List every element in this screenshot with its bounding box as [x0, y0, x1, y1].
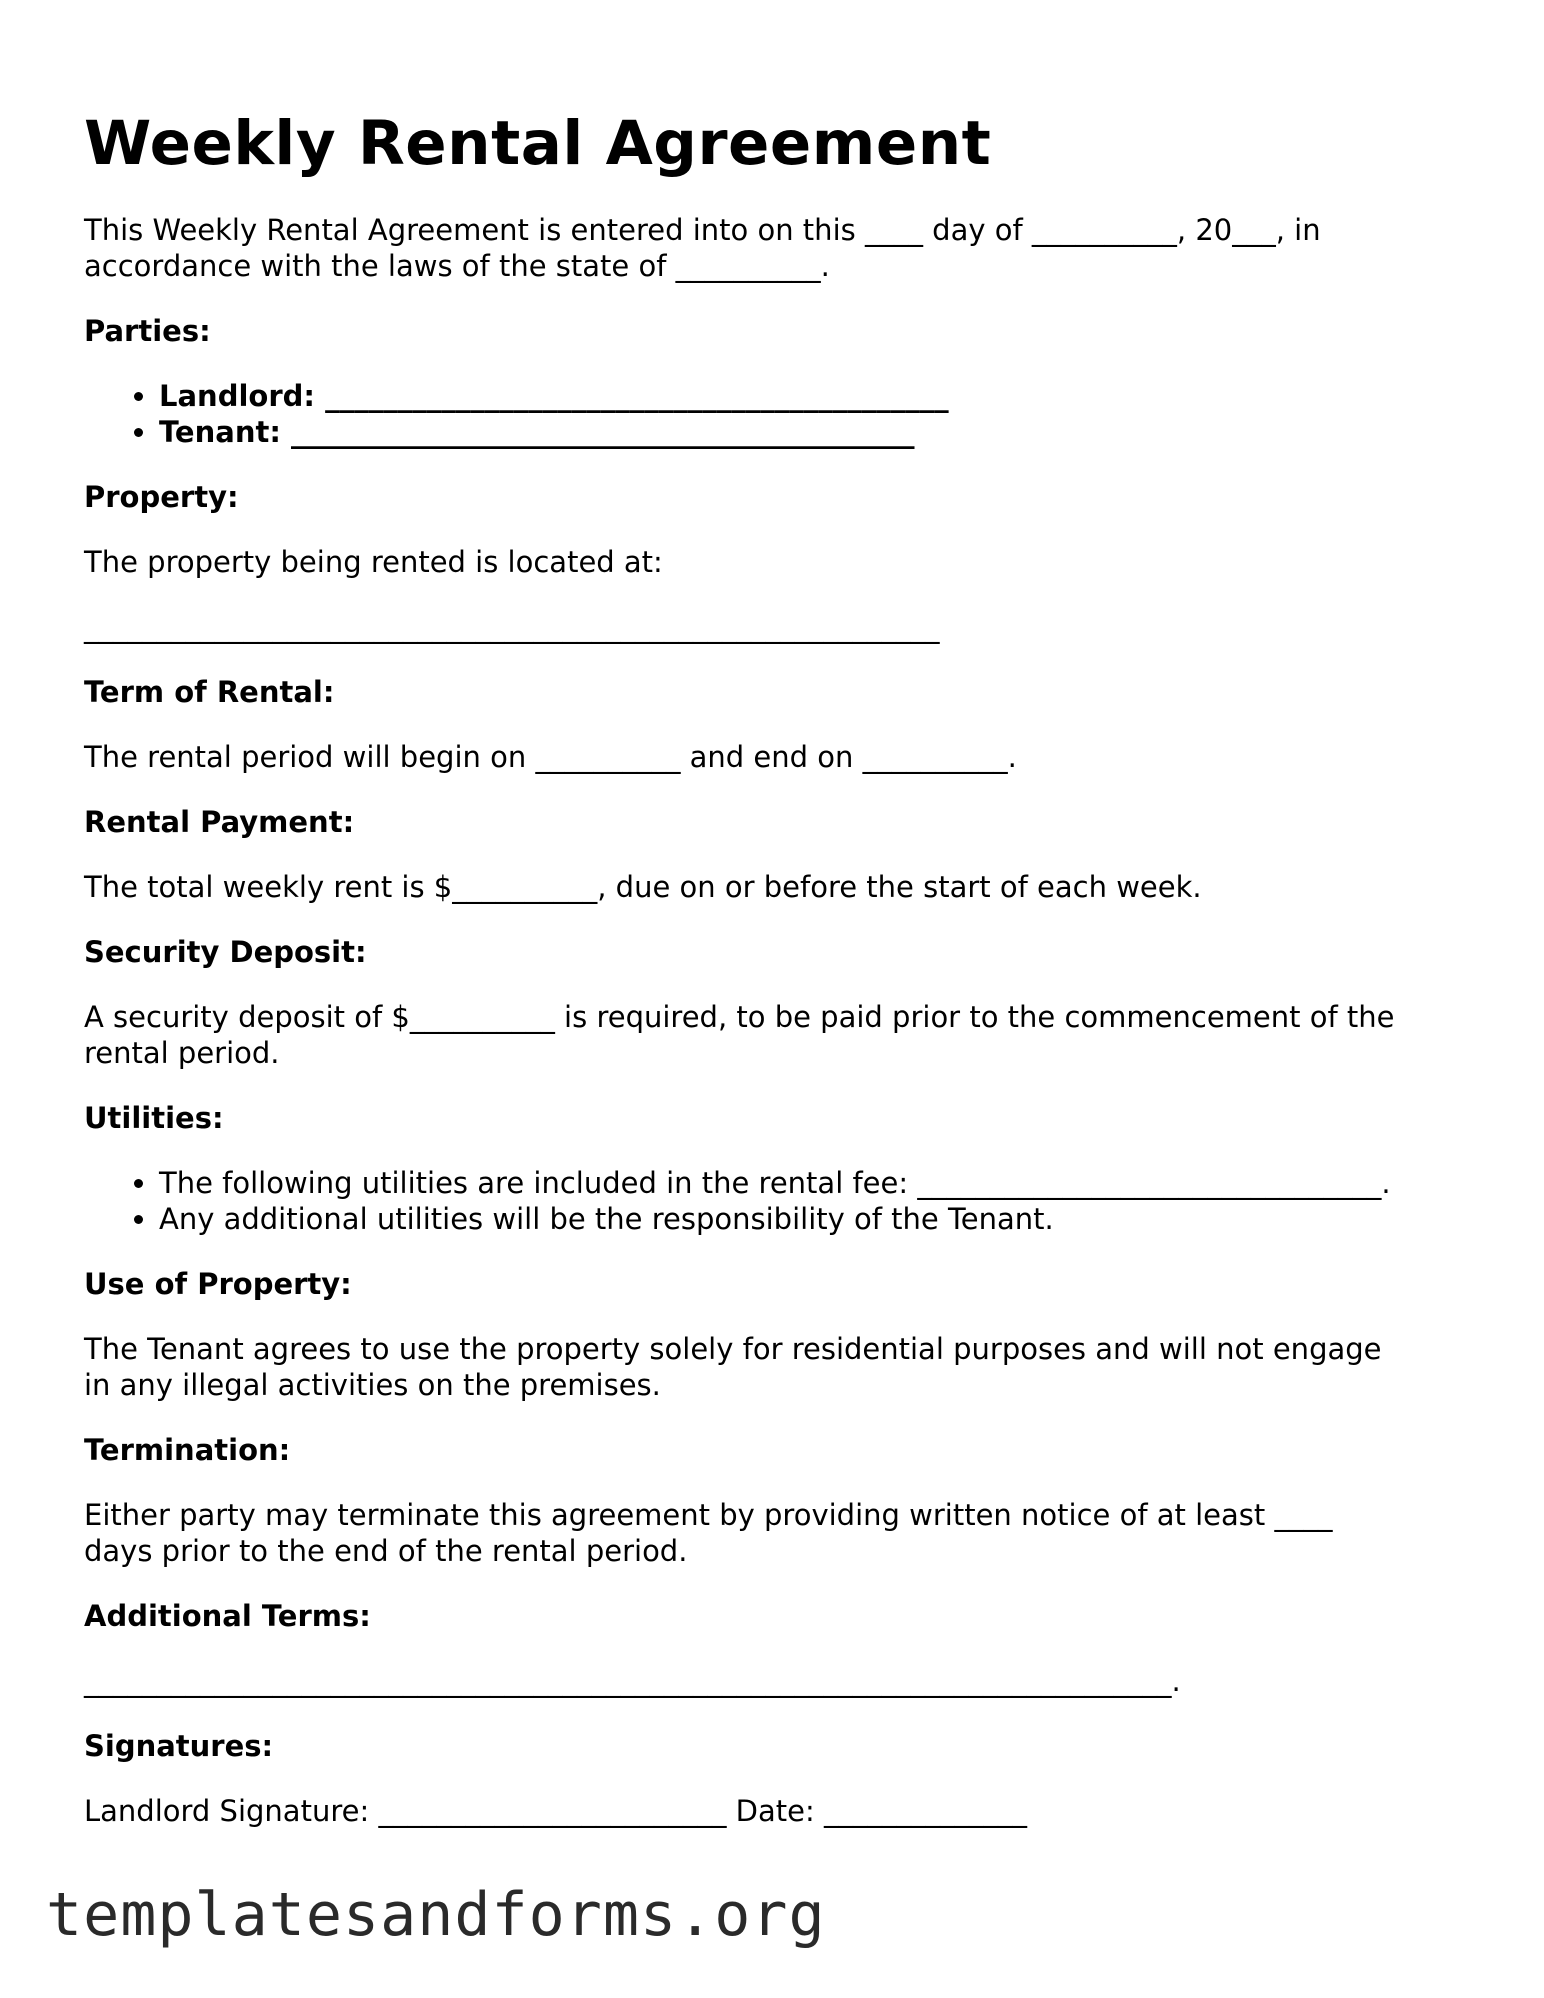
term-heading: Term of Rental:: [84, 675, 335, 709]
tenant-label: Tenant:: [159, 415, 281, 449]
use-paragraph: [84, 1331, 1464, 1403]
termination-line-2: days prior to the end of the rental period.: [84, 1534, 688, 1568]
landlord-signature-line: Landlord Signature: ________________________ Date: ______________: [84, 1794, 1027, 1828]
termination-paragraph: [84, 1497, 1464, 1569]
utilities-item-additional: • Any additional utilities will be the responsibility of the Tenant.: [159, 1201, 1464, 1237]
deposit-line-1: A security deposit of $__________ is required, to be paid prior to the commencement of the: [84, 1000, 1395, 1034]
deposit-paragraph: [84, 999, 1464, 1071]
property-blank: ___________________________________________________________: [84, 610, 940, 644]
intro-line-2: accordance with the laws of the state of __________.: [84, 249, 830, 283]
property-text: The property being rented is located at:: [84, 545, 663, 579]
payment-heading: Rental Payment:: [84, 805, 355, 839]
tenant-blank: ___________________________________________: [280, 415, 915, 449]
use-line-1: The Tenant agrees to use the property solely for residential purposes and will not engage: [84, 1332, 1382, 1366]
document-title: Weekly Rental Agreement: [84, 108, 992, 179]
document-page: [84, 104, 1464, 1858]
utilities-list: [84, 1165, 1464, 1237]
termination-line-1: Either party may terminate this agreement by providing written notice of at least ____: [84, 1498, 1333, 1532]
intro-paragraph: [84, 212, 1464, 284]
additional-heading: Additional Terms:: [84, 1599, 371, 1633]
landlord-item: [159, 378, 1464, 414]
signatures-heading: Signatures:: [84, 1729, 274, 1763]
property-heading: Property:: [84, 480, 239, 514]
tenant-item: [159, 414, 1464, 450]
intro-line-1: This Weekly Rental Agreement is entered into on this ____ day of __________, 20___, in: [84, 213, 1321, 247]
use-line-2: in any illegal activities on the premises.: [84, 1368, 661, 1402]
parties-heading: Parties:: [84, 314, 211, 348]
deposit-heading: Security Deposit:: [84, 935, 367, 969]
termination-heading: Termination:: [84, 1433, 291, 1467]
use-heading: Use of Property:: [84, 1267, 352, 1301]
landlord-label: Landlord:: [159, 379, 315, 413]
landlord-blank: ___________________________________________: [314, 379, 949, 413]
utilities-heading: Utilities:: [84, 1101, 224, 1135]
deposit-line-2: rental period.: [84, 1036, 280, 1070]
site-watermark: templatesandforms.org: [46, 1880, 826, 1950]
parties-list: [84, 378, 1464, 450]
additional-blank: ___________________________________________________________________________.: [84, 1664, 1181, 1698]
utilities-item-included: • The following utilities are included in the rental fee: ________________________________.: [159, 1165, 1464, 1201]
term-text: The rental period will begin on __________ and end on __________.: [84, 740, 1017, 774]
payment-text: The total weekly rent is $__________, due on or before the start of each week.: [84, 870, 1202, 904]
